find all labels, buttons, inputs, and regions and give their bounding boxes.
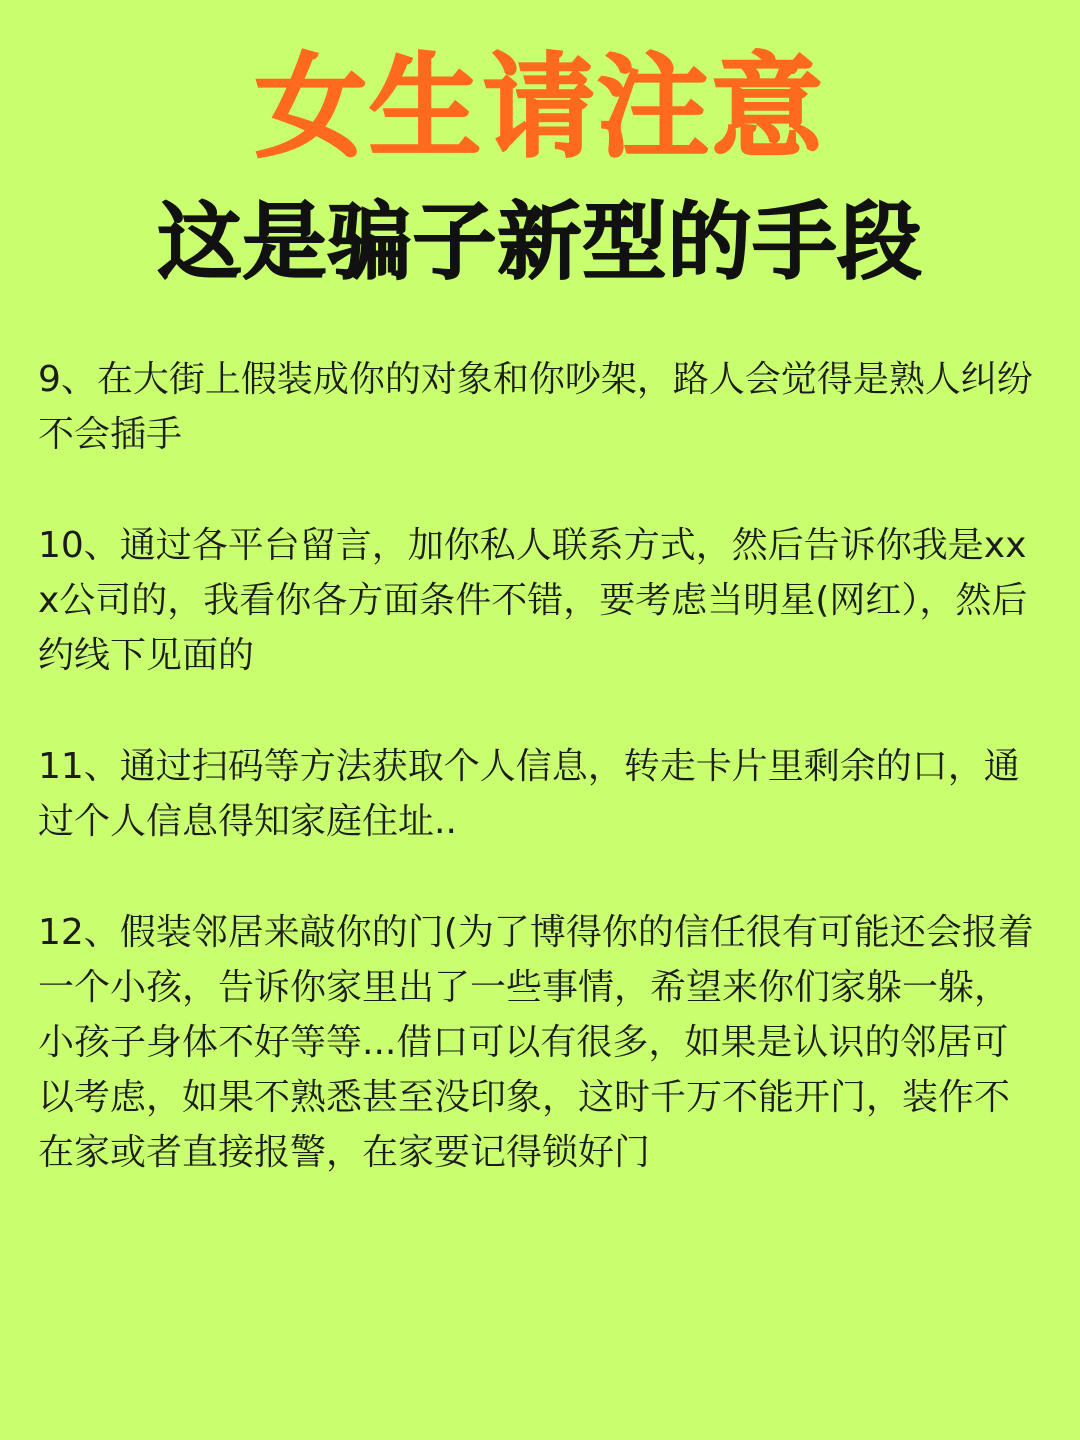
tips-list	[38, 352, 1042, 1180]
page-subtitle: 这是骗子新型的手段	[157, 193, 923, 291]
tip-item: 11、通过扫码等方法获取个人信息，转走卡片里剩余的口，通过个人信息得知家庭住址..	[38, 746, 1020, 842]
tip-item: 12、假装邻居来敲你的门(为了博得你的信任很有可能还会报着一个小孩，告诉你家里出了一些事情，希望来你们家躲一躲，小孩子身体不好等等...借口可以有很多，如果是认识的邻居可以考虑，如果不熟悉甚至没印象，这时千万不能开门，装作不在家或者直接报警，在家要记得锁好门	[38, 912, 1034, 1173]
tip-item: 9、在大街上假装成你的对象和你吵架，路人会觉得是熟人纠纷不会插手	[38, 359, 1033, 455]
tip-item: 10、通过各平台留言，加你私人联系方式，然后告诉你我是xxx公司的，我看你各方面条件不错，要考虑当明星(网红），然后约线下见面的	[38, 525, 1028, 676]
page-title: 女生请注意	[255, 43, 825, 173]
